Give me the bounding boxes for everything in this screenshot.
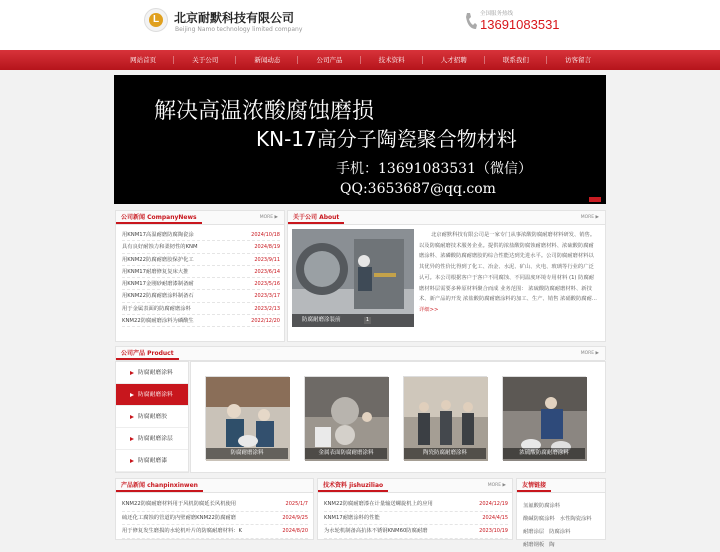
list-item[interactable]	[324, 498, 508, 512]
about-title: 关于公司 About	[288, 211, 344, 224]
company-news-panel	[115, 210, 285, 342]
hero-banner[interactable]	[114, 75, 606, 204]
product-caption: 金属表面防腐耐磨涂料	[305, 448, 387, 459]
list-item[interactable]	[122, 241, 280, 253]
friend-links-title: 友情链接	[517, 479, 551, 492]
news-title[interactable]: 用于金属表面的防腐耐磨涂料	[122, 305, 191, 312]
banner-phone: 手机：13691083531（微信）	[336, 161, 532, 177]
list-item[interactable]	[122, 266, 280, 278]
about-more[interactable]: MORE ▶	[580, 215, 599, 220]
about-image[interactable]	[292, 229, 414, 327]
news-title[interactable]: 用于修复发生磨损的水轮机叶片的防腐耐磨材料：K	[122, 528, 243, 534]
logo-letter: L	[149, 13, 163, 27]
product-caption: 陶瓷防腐耐磨涂料	[404, 448, 486, 459]
news-title[interactable]: 用KNM17金刚砂耐磨漆制备耐	[122, 281, 194, 288]
category-item[interactable]: 防腐耐磨漆	[116, 450, 188, 472]
news-date: 2024/12/19	[479, 501, 508, 507]
about-image-caption	[292, 314, 414, 327]
product-caption: 防腐耐磨涂料	[206, 448, 288, 459]
banner-qq: QQ:3653687@qq.com	[340, 181, 496, 197]
list-item[interactable]	[122, 303, 280, 315]
worker-photo	[292, 229, 414, 327]
tech-info-panel	[317, 478, 513, 540]
list-item[interactable]	[122, 525, 308, 539]
news-title[interactable]: KNM17耐磨涂料的性能	[324, 514, 380, 521]
nav-item-contact[interactable]: 联系我们	[485, 50, 547, 70]
news-date: 2023/3/17	[254, 293, 280, 300]
product-news-list	[122, 498, 308, 539]
list-item[interactable]	[122, 278, 280, 290]
news-title[interactable]: KNM22防腐耐磨漆在计量输送螺旋机上的应用	[324, 501, 433, 507]
news-title[interactable]: 为水轮机制备高抗体不锈钢KNM60防腐耐磨	[324, 528, 428, 534]
friend-link[interactable]: 陶	[549, 542, 555, 548]
tech-info-more[interactable]: MORE ▶	[487, 483, 506, 488]
about-detail-link[interactable]: 详细>>	[419, 306, 439, 313]
phone-icon	[464, 11, 478, 31]
products-title: 公司产品 Product	[116, 347, 179, 360]
friend-link[interactable]: 酸碱防腐涂料	[523, 516, 555, 522]
friend-link[interactable]: 防腐涂料	[549, 529, 571, 535]
category-item-active[interactable]: 防腐耐磨涂料	[116, 384, 188, 406]
list-item[interactable]	[324, 525, 508, 539]
about-body: 北京耐默科技有限公司是一家专门从事浓酸防腐耐磨材料研发、销售。以及防腐耐磨技术服务企业。提供的浓盐酸防腐蚀耐磨材料、浓硫酸防腐耐磨涂料、浓磷酸防腐耐磨胶的综合性能达到先进水平。公司防腐耐磨材料以其优异的性价比得到了化工、冶金、水泥、矿山、火电、玻璃等行业的广泛认可。本公司根据客户于客户不同腐蚀、不同温度环境专用材料 (1) 防腐耐磨材料层需要多种原材料聚合而成 业务范围： 浓硫酸防腐耐磨材料、新技术、新产品的开发 浓盐酸防腐耐磨涂料的加工、生产、销售 浓硝酸防腐耐...	[419, 232, 597, 303]
news-date: 2025/1/7	[285, 501, 308, 507]
news-title[interactable]: 用KNM22防腐耐磨胶保护化工	[122, 256, 194, 263]
category-item[interactable]: 防腐耐磨胶	[116, 406, 188, 428]
list-item[interactable]	[122, 254, 280, 266]
nav-item-tech[interactable]: 技术资料	[361, 50, 423, 70]
product-card[interactable]	[304, 376, 388, 460]
news-date: 2022/12/20	[251, 318, 280, 325]
about-panel	[287, 210, 606, 342]
news-title[interactable]: 用KNM17耐磨修复复床大推	[122, 268, 189, 275]
banner-slide-indicator[interactable]	[589, 197, 601, 202]
hotline-number: 13691083531	[480, 17, 560, 32]
news-date: 2023/6/14	[254, 268, 280, 275]
list-item[interactable]	[122, 315, 280, 327]
nav-item-news[interactable]: 新闻动态	[236, 50, 298, 70]
friend-link[interactable]: 耐磨涂层	[523, 529, 545, 535]
news-date: 2023/9/11	[254, 256, 280, 263]
product-header	[115, 346, 606, 360]
friend-links-list	[523, 500, 601, 552]
news-title[interactable]: 具有良好耐蚀力和柔韧性的KNM	[122, 244, 198, 251]
product-gallery	[190, 361, 606, 473]
company-logo[interactable]	[144, 8, 168, 32]
list-item[interactable]	[324, 512, 508, 526]
company-news-list	[122, 229, 280, 327]
product-caption: 浓硫酸防腐耐磨涂料	[503, 448, 585, 459]
products-more[interactable]: MORE ▶	[580, 351, 599, 356]
news-date: 2024/8/20	[282, 528, 308, 534]
friend-link[interactable]: 耐磨钢板	[523, 542, 545, 548]
news-date: 2023/5/16	[254, 281, 280, 288]
list-item[interactable]	[122, 290, 280, 302]
slide-page-number[interactable]: 1	[365, 317, 370, 323]
list-item[interactable]	[122, 498, 308, 512]
product-card[interactable]	[403, 376, 487, 460]
product-card[interactable]	[205, 376, 289, 460]
nav-item-guestbook[interactable]: 访客留言	[564, 56, 591, 64]
category-item[interactable]: 防腐耐磨涂层	[116, 428, 188, 450]
list-item[interactable]	[122, 229, 280, 241]
friend-links-panel	[516, 478, 606, 548]
news-title[interactable]: 硫还化工腐蚀的管道的内壁耐磨KNM22防腐耐磨	[122, 514, 237, 521]
caption-text: 防腐耐磨涂装前	[302, 317, 341, 323]
product-categories	[115, 361, 189, 473]
nav-item-home[interactable]: 网站首页	[112, 50, 174, 70]
news-title[interactable]: KNM22防腐耐磨涂料为磷酸生	[122, 318, 194, 325]
product-news-title: 产品新闻 chanpinxinwen	[116, 479, 203, 492]
friend-link[interactable]: 氢氟酸防腐涂料	[523, 503, 561, 509]
nav-item-about[interactable]: 关于公司	[174, 50, 236, 70]
nav-item-products[interactable]: 公司产品	[298, 50, 360, 70]
about-text	[419, 230, 599, 316]
friend-link[interactable]: 水性陶瓷涂料	[559, 516, 592, 522]
list-item[interactable]	[122, 512, 308, 526]
banner-line-1: 解决高温浓酸腐蚀磨损	[154, 99, 375, 124]
hotline-label: 全国服务热线	[480, 11, 514, 17]
product-card[interactable]	[502, 376, 586, 460]
nav-item-jobs[interactable]: 人才招聘	[423, 50, 485, 70]
category-item[interactable]: 防腐耐磨涂料	[116, 362, 188, 384]
main-nav	[0, 50, 720, 70]
banner-line-2: KN-17高分子陶瓷聚合物材料	[256, 127, 517, 151]
tech-info-list	[324, 498, 508, 539]
news-title[interactable]: 用KNM22防腐耐磨涂料制备石	[122, 293, 194, 300]
product-news-panel	[115, 478, 314, 540]
company-name-en: Beijing Namo technology limited company	[175, 26, 303, 33]
news-date: 2024/4/15	[482, 514, 508, 521]
tech-info-title: 技术资料 jishuziliao	[318, 479, 388, 492]
news-date: 2024/8/19	[254, 244, 280, 251]
news-date: 2024/9/25	[282, 514, 308, 521]
site-header	[0, 0, 720, 50]
news-title[interactable]: 用KNM17高温耐磨防腐陶瓷涂	[122, 232, 194, 238]
news-date: 2023/10/19	[479, 528, 508, 534]
news-title[interactable]: KNM22防腐耐磨材料用于风机防腐延长风机使用	[122, 501, 237, 507]
company-name: 北京耐默科技有限公司	[174, 11, 295, 25]
company-news-more[interactable]: MORE ▶	[259, 215, 278, 220]
company-news-title: 公司新闻 CompanyNews	[116, 211, 202, 224]
news-date: 2024/10/18	[251, 232, 280, 238]
news-date: 2023/2/13	[254, 305, 280, 312]
